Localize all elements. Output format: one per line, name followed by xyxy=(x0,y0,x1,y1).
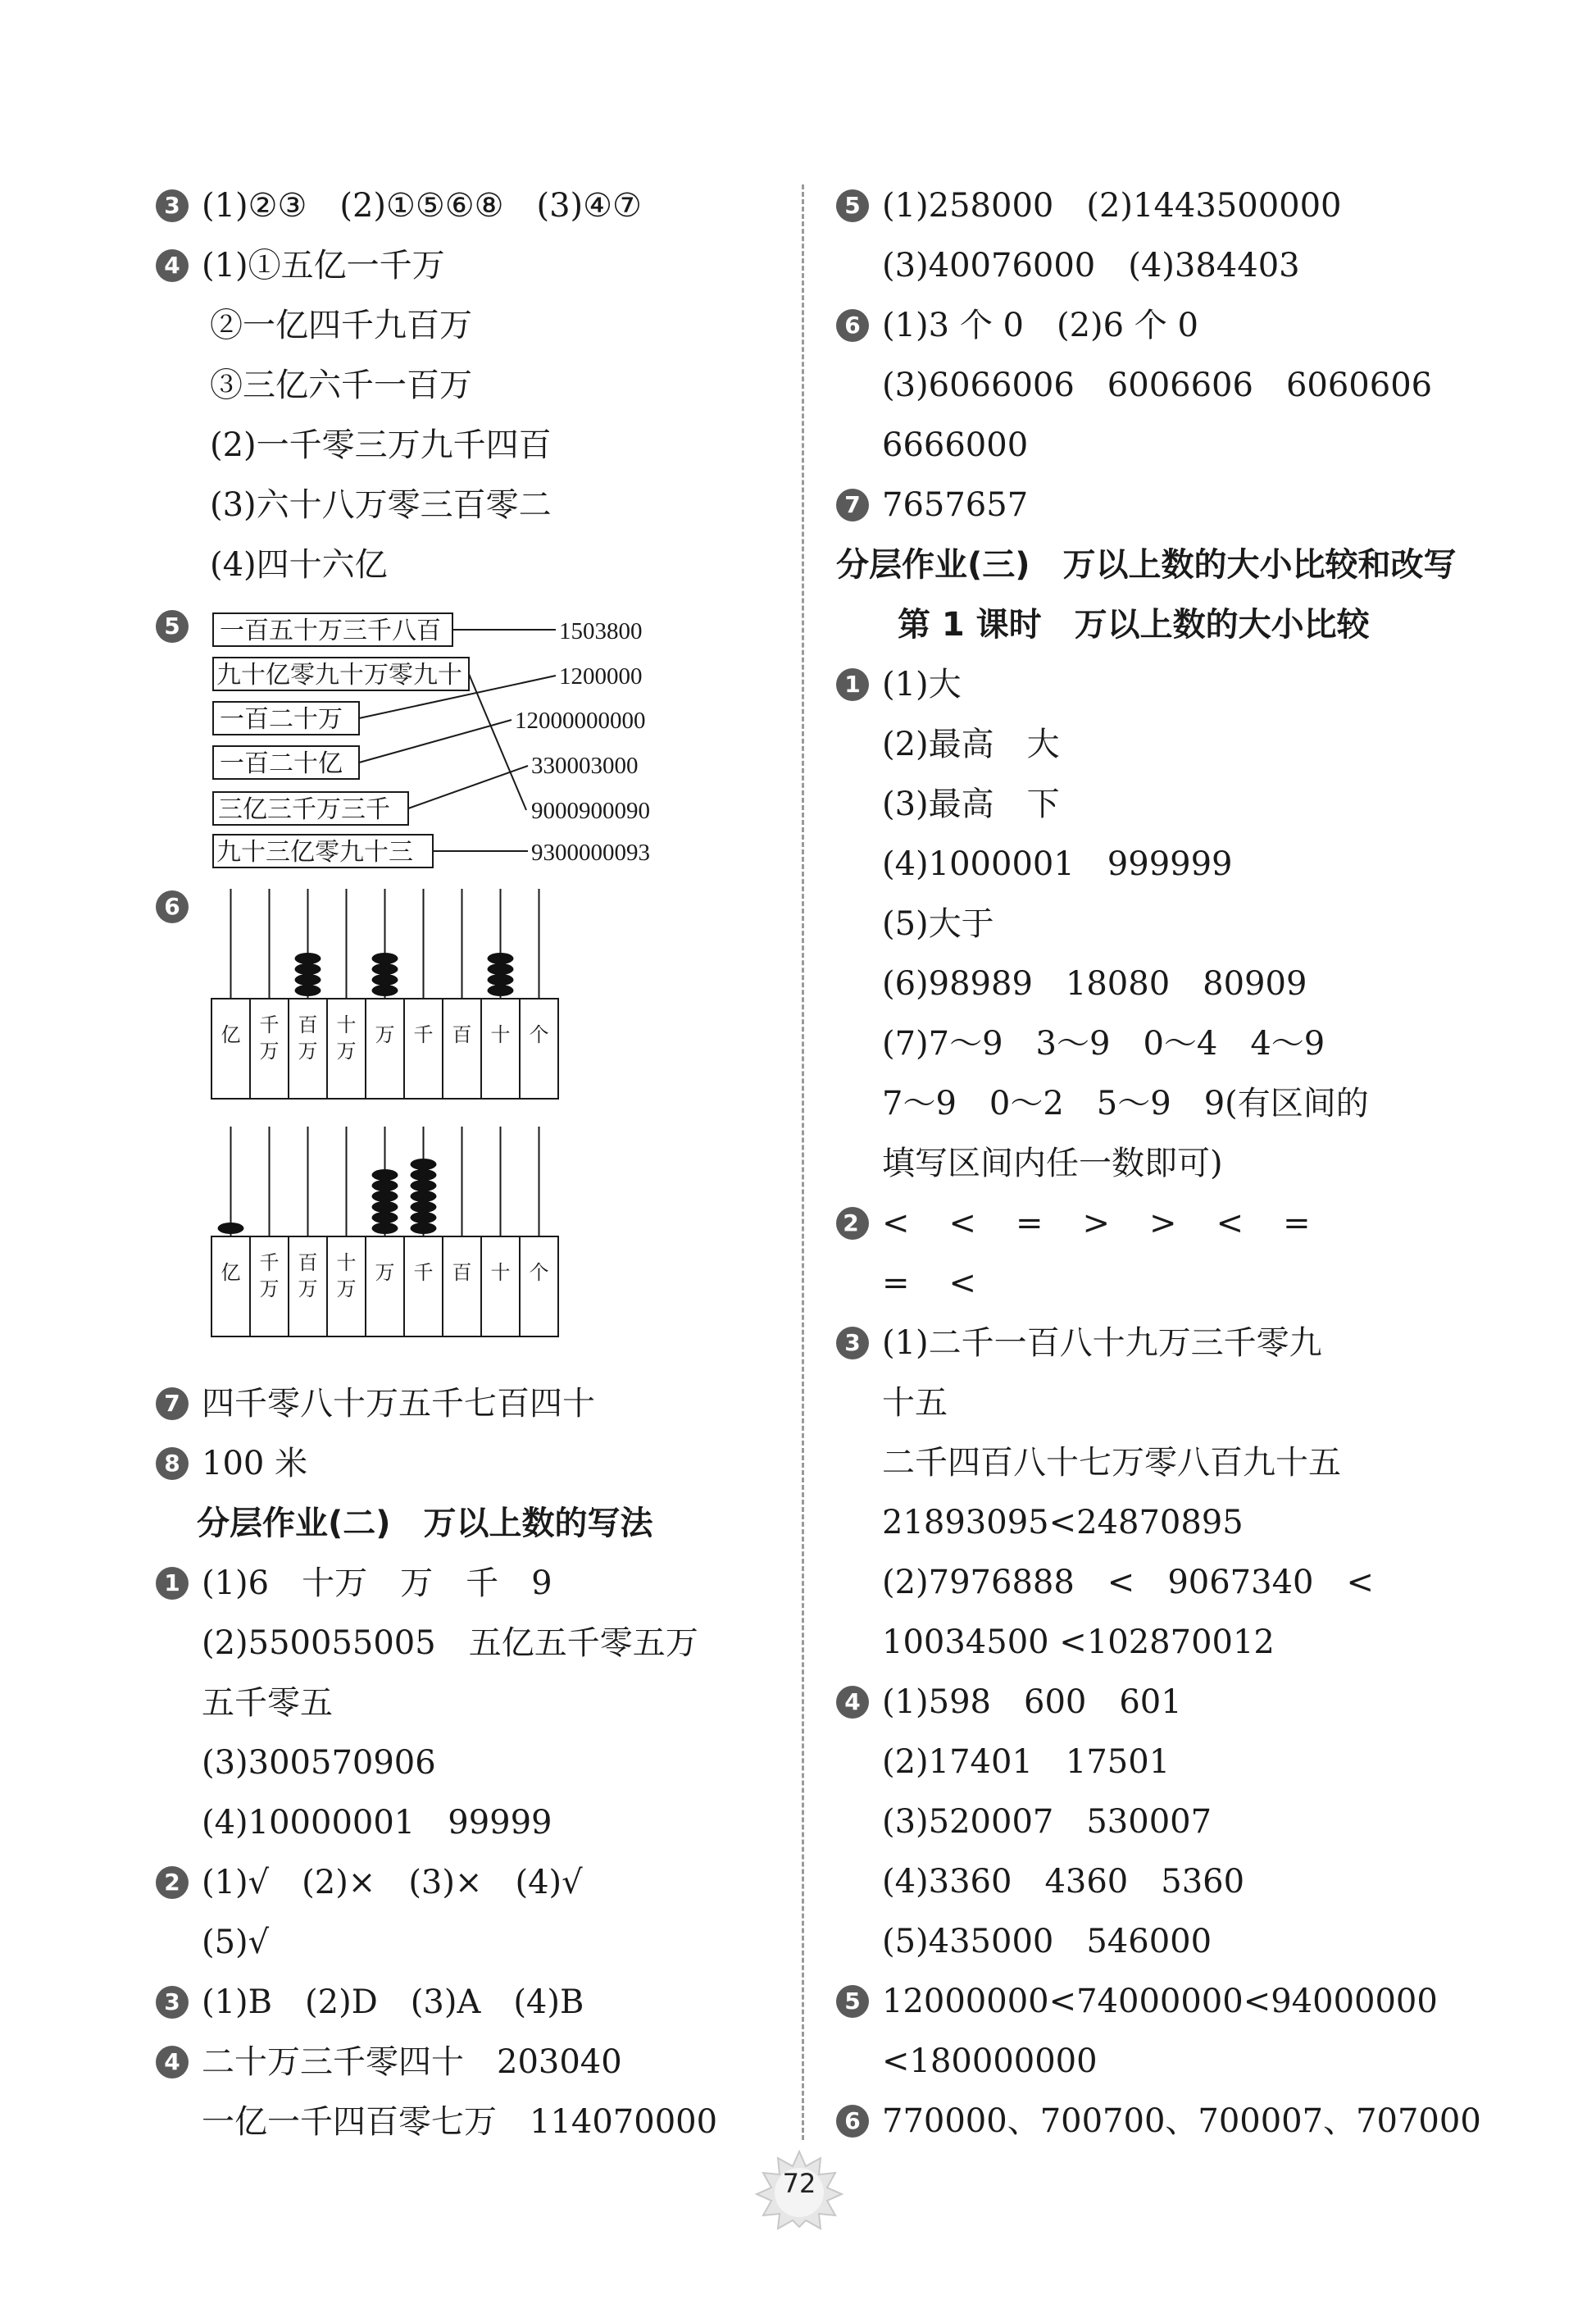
answer-line xyxy=(156,2092,787,2152)
answer-text: (3)最高 下 xyxy=(882,785,1060,823)
abacus-bead xyxy=(372,1180,398,1191)
answer-line xyxy=(836,1014,1500,1074)
abacus-bead xyxy=(372,974,398,986)
answer-line xyxy=(156,535,787,595)
answer-line xyxy=(156,476,787,535)
answer-line xyxy=(156,236,787,296)
match-right-item: 1200000 xyxy=(559,663,643,690)
answer-line xyxy=(156,1614,787,1673)
abacus-bead xyxy=(411,1169,437,1181)
abacus-place-label: 十 xyxy=(490,1023,511,1046)
question-number-badge: 2 xyxy=(836,1207,869,1240)
answer-text: 十五 xyxy=(882,1384,948,1422)
abacus-bead xyxy=(295,953,321,964)
answer-text: 7657657 xyxy=(882,486,1029,524)
match-left-item: 一百五十万三千八百 xyxy=(220,617,441,644)
abacus-place-label: 个 xyxy=(529,1023,549,1046)
answer-line xyxy=(836,356,1500,416)
answer-text: < < = > > < = xyxy=(882,1204,1314,1242)
answer-text: 10034500 <102870012 xyxy=(882,1623,1275,1661)
answer-line xyxy=(836,1733,1500,1792)
answer-text: ②一亿四千九百万 xyxy=(210,307,472,344)
abacus-bead xyxy=(372,1223,398,1234)
answer-line xyxy=(836,1852,1500,1912)
answer-line xyxy=(156,1793,787,1853)
answer-text: (2)一千零三万九千四百 xyxy=(210,426,552,464)
answer-line xyxy=(156,1374,787,1434)
abacus-place-label: 百 xyxy=(452,1023,472,1046)
question-number-badge: 1 xyxy=(836,668,869,701)
section-title: 分层作业(二) 万以上数的写法 xyxy=(197,1505,653,1542)
abacus-bead xyxy=(411,1159,437,1170)
abacus-bead xyxy=(411,1223,437,1234)
question-number-badge: 2 xyxy=(156,1866,189,1899)
abacus-bead xyxy=(411,1191,437,1202)
match-left-item: 九十三亿零九十三 xyxy=(216,839,413,866)
match-right-item: 12000000000 xyxy=(515,708,646,734)
answer-line xyxy=(836,1134,1500,1194)
answer-text: (3)六十八万零三百零二 xyxy=(210,486,552,524)
abacus-bead xyxy=(372,985,398,996)
question-number-badge: 4 xyxy=(836,1686,869,1719)
answer-line xyxy=(836,176,1500,236)
question-number-badge: 4 xyxy=(156,249,189,282)
abacus-place-label: 亿 xyxy=(221,1261,241,1284)
abacus-place-label: 个 xyxy=(529,1261,549,1284)
answer-line xyxy=(836,775,1500,835)
abacus-bead xyxy=(488,985,514,996)
answer-text: (1)6 十万 万 千 9 xyxy=(202,1564,552,1602)
answer-text: (3)40076000 (4)384403 xyxy=(882,247,1300,285)
question-number-badge: 8 xyxy=(156,1447,189,1480)
answer-line xyxy=(156,356,787,416)
question-number-badge: 5 xyxy=(836,1985,869,2018)
match-right-item: 1503800 xyxy=(559,618,643,644)
answer-text: (1)B (2)D (3)A (4)B xyxy=(202,1983,584,2021)
question-number-badge: 3 xyxy=(156,189,189,222)
answer-text: (3)6066006 6006606 6060606 xyxy=(882,367,1433,404)
abacus-place-label: 千万 xyxy=(259,1013,280,1063)
answer-line xyxy=(156,1434,787,1494)
answer-text: (1)大 xyxy=(882,666,962,703)
right-column xyxy=(836,176,1500,2151)
answer-text: 6666000 xyxy=(882,426,1029,464)
answer-line xyxy=(156,1973,787,2033)
matching-figure xyxy=(156,603,787,882)
answer-text: 100 米 xyxy=(202,1445,308,1482)
answer-text: 21893095<24870895 xyxy=(882,1504,1244,1541)
question-number-badge: 4 xyxy=(156,2046,189,2079)
answer-line xyxy=(156,1554,787,1614)
answer-line xyxy=(836,1912,1500,1972)
abacus-place-label: 万 xyxy=(375,1023,395,1046)
abacus-bead xyxy=(488,963,514,975)
answer-text: (2)550055005 五亿五千零五万 xyxy=(202,1624,698,1662)
abacus-bead xyxy=(411,1212,437,1223)
answer-line xyxy=(156,1673,787,1733)
match-line xyxy=(359,720,512,763)
answer-text: 填写区间内任一数即可) xyxy=(882,1145,1223,1182)
answer-text: 770000、700700、700007、707000 xyxy=(882,2102,1481,2140)
abacus-place-label: 亿 xyxy=(221,1023,241,1046)
answer-text: 四千零八十万五千七百四十 xyxy=(202,1385,595,1423)
match-left-item: 三亿三千万三千 xyxy=(218,796,390,823)
abacus-bead xyxy=(488,953,514,964)
abacus-top xyxy=(203,882,564,1104)
match-right-item: 9300000093 xyxy=(531,840,650,866)
answer-line xyxy=(836,2092,1500,2151)
answer-text: (2)最高 大 xyxy=(882,726,1060,763)
answer-line xyxy=(836,1433,1500,1493)
answer-line xyxy=(836,1673,1500,1733)
answer-text: (4)10000001 99999 xyxy=(202,1804,552,1842)
abacus-bottom xyxy=(203,1120,564,1341)
match-right-item: 9000900090 xyxy=(531,798,650,824)
question-number-badge: 7 xyxy=(156,1387,189,1420)
question-number-badge: 6 xyxy=(836,2105,869,2138)
answer-text: 二十万三千零四十 203040 xyxy=(202,2043,622,2081)
answer-line xyxy=(156,1853,787,1913)
answer-line xyxy=(836,236,1500,296)
question-number-badge: 7 xyxy=(836,489,869,521)
answer-line xyxy=(836,476,1500,535)
answer-text: (6)98989 18080 80909 xyxy=(882,965,1307,1003)
answer-line xyxy=(836,715,1500,775)
answer-line xyxy=(836,954,1500,1014)
answer-line xyxy=(836,835,1500,895)
answer-text: 二千四百八十七万零八百九十五 xyxy=(882,1444,1341,1482)
match-line xyxy=(469,674,526,810)
page-number xyxy=(750,2148,848,2230)
abacus-bead xyxy=(372,1191,398,1202)
abacus-place-label: 千万 xyxy=(259,1251,280,1300)
abacus-place-label: 千 xyxy=(413,1261,434,1284)
answer-text: 7～9 0～2 5～9 9(有区间的 xyxy=(882,1085,1369,1122)
answer-line xyxy=(156,1733,787,1793)
abacus-bead xyxy=(295,985,321,996)
answer-text: (2)17401 17501 xyxy=(882,1743,1171,1781)
answer-line xyxy=(836,2032,1500,2092)
abacus-figure xyxy=(156,882,787,1374)
answer-line xyxy=(836,1074,1500,1134)
answer-text: (4)3360 4360 5360 xyxy=(882,1863,1245,1901)
lesson-title: 第 1 课时 万以上数的大小比较 xyxy=(898,606,1370,644)
match-right-item: 330003000 xyxy=(531,753,639,779)
abacus-bead xyxy=(372,1169,398,1181)
match-left-item: 一百二十亿 xyxy=(220,750,343,777)
match-left-item: 一百二十万 xyxy=(220,706,343,733)
answer-text: (1)①五亿一千万 xyxy=(202,247,445,285)
answer-line xyxy=(836,416,1500,476)
answer-line xyxy=(836,1792,1500,1852)
answer-text: 12000000<74000000<94000000 xyxy=(882,1983,1438,2020)
answer-line xyxy=(836,296,1500,356)
abacus-place-label: 十万 xyxy=(336,1251,357,1300)
answer-text: (4)1000001 999999 xyxy=(882,845,1233,883)
answer-line xyxy=(836,1373,1500,1433)
abacus-place-label: 万 xyxy=(375,1261,395,1284)
abacus-place-label: 十 xyxy=(490,1261,511,1284)
answer-line xyxy=(836,895,1500,954)
answer-text: (3)300570906 xyxy=(202,1744,436,1782)
answer-line xyxy=(156,2033,787,2092)
answer-text: (1)258000 (2)1443500000 xyxy=(882,187,1342,225)
answer-line xyxy=(156,176,787,236)
abacus-place-label: 千 xyxy=(413,1023,434,1046)
abacus-bead xyxy=(488,974,514,986)
answer-text: (5)大于 xyxy=(882,905,994,943)
answer-text: (7)7～9 3～9 0～4 4～9 xyxy=(882,1025,1325,1063)
abacus-bead xyxy=(295,974,321,986)
answer-line xyxy=(156,296,787,356)
answer-text: 五千零五 xyxy=(202,1684,333,1722)
answer-line xyxy=(836,1553,1500,1613)
answer-text: (1)598 600 601 xyxy=(882,1683,1182,1721)
answer-line xyxy=(836,1493,1500,1553)
answer-line xyxy=(836,655,1500,715)
abacus-place-label: 百万 xyxy=(298,1013,318,1063)
abacus-bead xyxy=(372,953,398,964)
answer-text: (4)四十六亿 xyxy=(210,546,388,584)
answer-text: <180000000 xyxy=(882,2042,1098,2080)
answer-text: (3)520007 530007 xyxy=(882,1803,1212,1841)
question-number-badge: 1 xyxy=(156,1567,189,1600)
question-number-badge: 3 xyxy=(836,1327,869,1359)
section-title: 分层作业(三) 万以上数的大小比较和改写 xyxy=(836,546,1457,584)
answer-text: (2)7976888 < 9067340 < xyxy=(882,1564,1374,1601)
abacus-bead xyxy=(295,963,321,975)
question-number-badge: 3 xyxy=(156,1986,189,2019)
answer-line xyxy=(836,1254,1500,1314)
answer-line xyxy=(836,1314,1500,1373)
answer-text: ③三亿六千一百万 xyxy=(210,367,472,404)
abacus-place-label: 百 xyxy=(452,1261,472,1284)
abacus-bead xyxy=(411,1201,437,1213)
abacus-place-label: 十万 xyxy=(336,1013,357,1063)
column-divider xyxy=(802,184,804,2140)
question-number-badge: 5 xyxy=(156,610,189,643)
abacus-place-label: 百万 xyxy=(298,1251,318,1300)
answer-text: (1)②③ (2)①⑤⑥⑧ (3)④⑦ xyxy=(202,187,642,225)
match-line xyxy=(408,766,528,808)
abacus-bead xyxy=(218,1223,244,1234)
abacus-bead xyxy=(372,1212,398,1223)
answer-line xyxy=(836,1194,1500,1254)
answer-text: (5)√ xyxy=(202,1924,270,1961)
abacus-bead xyxy=(372,1201,398,1213)
question-number-badge: 6 xyxy=(156,890,189,923)
answer-text: 一亿一千四百零七万 114070000 xyxy=(202,2103,718,2141)
answer-text: = < xyxy=(882,1264,980,1302)
answer-line xyxy=(836,1613,1500,1673)
page-number-text: 72 xyxy=(782,2168,816,2199)
answer-text: (5)435000 546000 xyxy=(882,1923,1212,1960)
answer-line xyxy=(156,1913,787,1973)
matching-diagram xyxy=(205,603,730,882)
question-number-badge: 5 xyxy=(836,189,869,222)
abacus-bead xyxy=(411,1180,437,1191)
answer-text: (1)3 个 0 (2)6 个 0 xyxy=(882,307,1198,344)
answer-line xyxy=(156,416,787,476)
answer-text: (1)√ (2)× (3)× (4)√ xyxy=(202,1864,583,1901)
question-number-badge: 6 xyxy=(836,309,869,342)
abacus-bead xyxy=(372,963,398,975)
match-left-item: 九十亿零九十万零九十 xyxy=(216,662,462,689)
left-column xyxy=(156,176,787,2152)
answer-text: (1)二千一百八十九万三千零九 xyxy=(882,1324,1322,1362)
answer-line xyxy=(836,1972,1500,2032)
